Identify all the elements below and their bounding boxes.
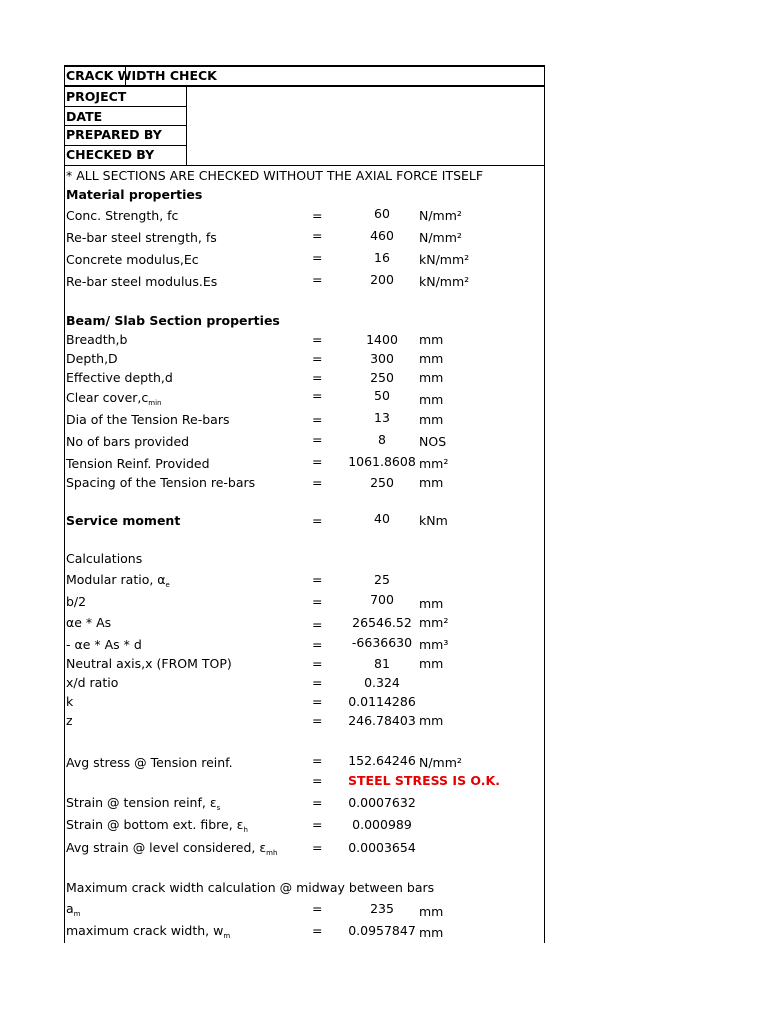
equals-sign: = — [312, 795, 323, 810]
row-value: 1061.8608 — [348, 454, 416, 469]
stress-row — [64, 755, 545, 775]
row-label: Effective depth,d — [66, 370, 173, 385]
row-value: 26546.52 — [352, 615, 412, 630]
row-unit: kNm — [419, 513, 448, 528]
crack-row — [64, 923, 545, 943]
row-value: 235 — [370, 901, 394, 916]
equals-sign: = — [312, 675, 323, 690]
equals-sign: = — [312, 713, 323, 728]
row-label: b/2 — [66, 594, 87, 609]
crack-width-sheet — [64, 65, 545, 943]
row-value: 0.0007632 — [348, 795, 416, 810]
row-unit: N/mm² — [419, 755, 462, 770]
row-value: 0.0114286 — [348, 694, 416, 709]
row-label — [66, 923, 230, 938]
material-row — [64, 274, 545, 294]
row-value: 13 — [374, 410, 390, 425]
row-value: 200 — [370, 272, 394, 287]
row-divider-2 — [64, 125, 187, 126]
row-value: 246.78403 — [348, 713, 416, 728]
row-label: Breadth,b — [66, 332, 128, 347]
row-unit: mm — [419, 332, 444, 347]
row-label: No of bars provided — [66, 434, 190, 449]
row-label — [66, 795, 220, 810]
material-row — [64, 252, 545, 272]
section-row — [64, 370, 545, 390]
equals-sign: = — [312, 637, 323, 652]
calc-row — [64, 637, 545, 657]
section-row — [64, 434, 545, 454]
row-unit: mm — [419, 475, 444, 490]
equals-sign: = — [312, 332, 323, 347]
row-value: 50 — [374, 388, 390, 403]
label-subscript: e — [165, 581, 170, 589]
stress-row — [64, 840, 545, 860]
steel-stress-status: STEEL STRESS IS O.K. — [348, 773, 500, 788]
strain-tension-label: Strain @ tension reinf, ε — [66, 795, 217, 810]
row-value: 0.0003654 — [348, 840, 416, 855]
row-value: 25 — [374, 572, 390, 587]
row-unit: mm² — [419, 615, 449, 630]
equals-sign: = — [312, 351, 323, 366]
row-label: Spacing of the Tension re-bars — [66, 475, 256, 490]
equals-sign: = — [312, 228, 323, 243]
calc-row — [64, 675, 545, 695]
material-row — [64, 208, 545, 228]
row-label — [66, 840, 277, 855]
sheet-top-border — [64, 65, 545, 67]
row-unit: kN/mm² — [419, 252, 470, 267]
row-unit: NOS — [419, 434, 447, 449]
crack-row — [64, 901, 545, 921]
equals-sign: = — [312, 208, 323, 223]
row-value: 81 — [374, 656, 390, 671]
row-unit: mm — [419, 370, 444, 385]
equals-sign: = — [312, 250, 323, 265]
row-value: 152.64246 — [348, 753, 416, 768]
label-subscript: m — [223, 932, 231, 940]
calc-row — [64, 656, 545, 676]
row-unit: mm — [419, 392, 444, 407]
row-value: 16 — [374, 250, 390, 265]
section-row — [64, 332, 545, 352]
row-label — [66, 390, 161, 405]
material-heading: Material properties — [66, 187, 203, 202]
row-label: x/d ratio — [66, 675, 119, 690]
row-value: 8 — [378, 432, 386, 447]
calc-row — [64, 594, 545, 614]
label-subscript: m — [73, 910, 81, 918]
row-divider-3 — [64, 145, 187, 146]
date-label: DATE — [66, 109, 103, 124]
strain-bottom-label: Strain @ bottom ext. fibre, ε — [66, 817, 244, 832]
row-value: 60 — [374, 206, 390, 221]
header-bottom-border — [64, 165, 545, 166]
row-label: k — [66, 694, 74, 709]
row-value: 700 — [370, 592, 394, 607]
row-value: 250 — [370, 370, 394, 385]
clear-cover-label: Clear cover,c — [66, 390, 149, 405]
row-label — [66, 817, 248, 832]
equals-sign: = — [312, 694, 323, 709]
row-unit: mm — [419, 351, 444, 366]
row-value: -6636630 — [351, 635, 413, 650]
equals-sign: = — [312, 817, 323, 832]
checked-by-label: CHECKED BY — [66, 147, 155, 162]
prepared-by-label: PREPARED BY — [66, 127, 162, 142]
row-value: 0.000989 — [352, 817, 412, 832]
equals-sign: = — [312, 656, 323, 671]
row-label: - αe * As * d — [66, 637, 142, 652]
row-label: Dia of the Tension Re-bars — [66, 412, 230, 427]
row-label — [66, 901, 81, 916]
calc-row — [64, 713, 545, 733]
row-label: z — [66, 713, 73, 728]
row-label: Service moment — [66, 513, 181, 528]
service-moment-row — [64, 513, 545, 533]
label-subscript: mh — [266, 849, 278, 857]
equals-sign: = — [312, 513, 323, 528]
row-label — [66, 572, 170, 587]
row-label: Re-bar steel modulus.Es — [66, 274, 218, 289]
modular-ratio-label: Modular ratio, α — [66, 572, 166, 587]
sheet-title: CRACK WIDTH CHECK — [66, 68, 217, 83]
row-unit: mm² — [419, 456, 449, 471]
equals-sign: = — [312, 432, 323, 447]
calculations-heading: Calculations — [66, 551, 143, 566]
section-row — [64, 390, 545, 410]
label-subscript: h — [243, 826, 248, 834]
row-label: Conc. Strength, fc — [66, 208, 179, 223]
row-label: Re-bar steel strength, fs — [66, 230, 217, 245]
equals-sign: = — [312, 773, 323, 788]
label-subscript: min — [148, 399, 162, 407]
row-value: 300 — [370, 351, 394, 366]
equals-sign: = — [312, 753, 323, 768]
calc-row — [64, 694, 545, 714]
equals-sign: = — [312, 388, 323, 403]
row-unit: mm — [419, 412, 444, 427]
equals-sign: = — [312, 475, 323, 490]
calc-row — [64, 615, 545, 635]
row-label: Neutral axis,x (FROM TOP) — [66, 656, 232, 671]
row-unit: mm — [419, 656, 444, 671]
project-label: PROJECT — [66, 89, 127, 104]
row-value: 0.0957847 — [348, 923, 416, 938]
equals-sign: = — [312, 412, 323, 427]
row-unit: kN/mm² — [419, 274, 470, 289]
equals-sign: = — [312, 901, 323, 916]
equals-sign: = — [312, 923, 323, 938]
row-value: 250 — [370, 475, 394, 490]
row-divider-1 — [64, 106, 187, 107]
row-value: 0.324 — [364, 675, 400, 690]
row-unit: mm — [419, 925, 444, 940]
crack-width-heading: Maximum crack width calculation @ midway between bars — [66, 880, 435, 895]
equals-sign: = — [312, 617, 323, 632]
equals-sign: = — [312, 272, 323, 287]
stress-row — [64, 795, 545, 815]
row-unit: N/mm² — [419, 208, 462, 223]
equals-sign: = — [312, 594, 323, 609]
row-value: 1400 — [366, 332, 398, 347]
equals-sign: = — [312, 840, 323, 855]
title-divider — [64, 85, 545, 87]
calc-row — [64, 572, 545, 592]
row-value: 460 — [370, 228, 394, 243]
row-label: αe * As — [66, 615, 112, 630]
avg-strain-label: Avg strain @ level considered, ε — [66, 840, 267, 855]
stress-check-row — [64, 773, 545, 793]
section-row — [64, 412, 545, 432]
header-col-divider — [186, 86, 187, 166]
equals-sign: = — [312, 454, 323, 469]
row-label: Depth,D — [66, 351, 118, 366]
row-unit: N/mm² — [419, 230, 462, 245]
label-subscript: s — [216, 804, 221, 812]
axial-force-note: * ALL SECTIONS ARE CHECKED WITHOUT THE AXIAL FORCE ITSELF — [66, 168, 484, 183]
am-label: a — [66, 901, 74, 916]
section-row — [64, 351, 545, 371]
material-row — [64, 230, 545, 250]
max-crack-width-label: maximum crack width, w — [66, 923, 224, 938]
equals-sign: = — [312, 572, 323, 587]
row-unit: mm — [419, 904, 444, 919]
row-value: 40 — [374, 511, 390, 526]
row-unit: mm — [419, 596, 444, 611]
row-label: Avg stress @ Tension reinf. — [66, 755, 233, 770]
row-label: Tension Reinf. Provided — [66, 456, 210, 471]
row-unit: mm³ — [419, 637, 449, 652]
section-heading: Beam/ Slab Section properties — [66, 313, 280, 328]
section-row — [64, 456, 545, 476]
equals-sign: = — [312, 370, 323, 385]
section-row — [64, 475, 545, 495]
row-label: Concrete modulus,Ec — [66, 252, 199, 267]
stress-row — [64, 817, 545, 837]
row-unit: mm — [419, 713, 444, 728]
